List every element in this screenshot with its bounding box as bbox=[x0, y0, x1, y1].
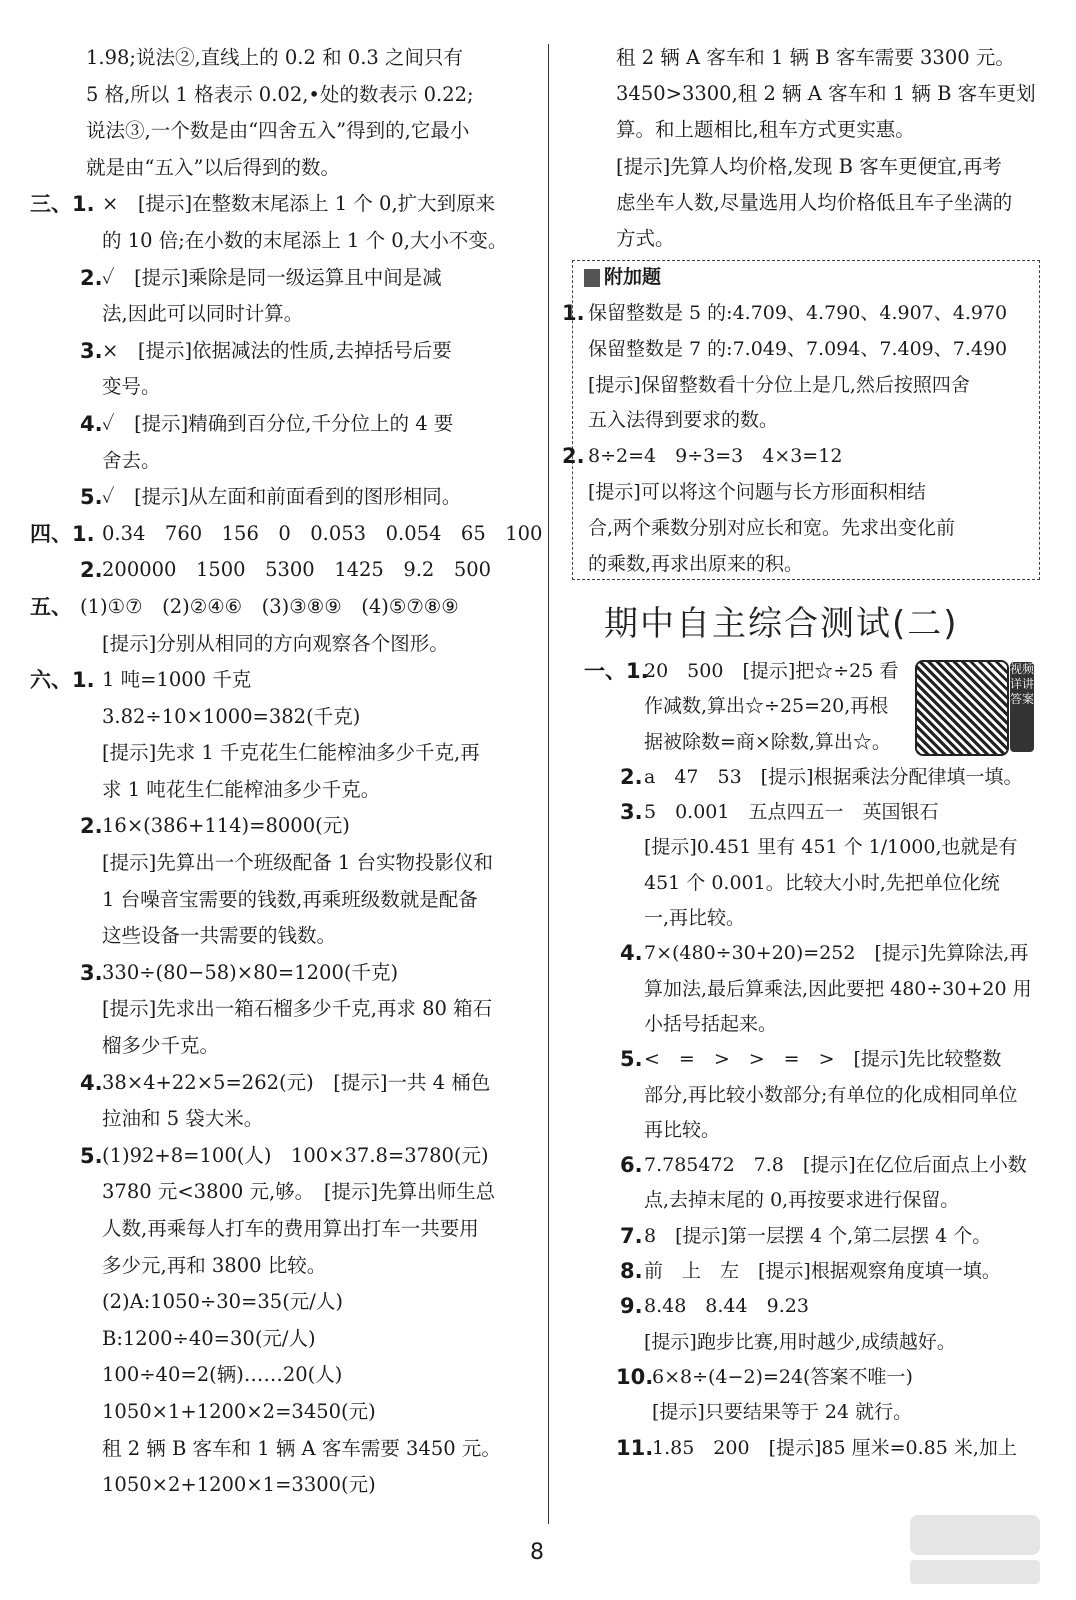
right-bottom-block bbox=[584, 654, 1042, 1466]
item-number: 一、1. bbox=[584, 659, 649, 683]
text-line bbox=[580, 76, 1040, 112]
line-text: [提示]只要结果等于 24 就行。 bbox=[652, 1401, 913, 1424]
text-line bbox=[584, 654, 1042, 689]
line-text: 一,再比较。 bbox=[644, 907, 746, 930]
line-text: ✓ [提示]精确到百分位,千分位上的 4 要 bbox=[102, 411, 454, 435]
item-number: 2. bbox=[620, 764, 643, 789]
flag-icon bbox=[584, 269, 600, 287]
text-line bbox=[58, 333, 538, 370]
line-text: 人数,再乘每人打车的费用算出打车一共要用 bbox=[102, 1217, 479, 1240]
line-text: 合,两个乘数分别对应长和宽。先求出变化前 bbox=[588, 516, 956, 539]
line-text: 330÷(80−58)×80=1200(千克) bbox=[102, 960, 399, 984]
line-text: 38×4+22×5=262(元) [提示]一共 4 桶色 bbox=[102, 1070, 491, 1094]
line-text: B:1200÷40=30(元/人) bbox=[102, 1326, 316, 1350]
item-number: 2. bbox=[80, 814, 103, 839]
line-text: 1.98;说法②,直线上的 0.2 和 0.3 之间只有 bbox=[86, 46, 464, 69]
line-text: 1050×2+1200×1=3300(元) bbox=[102, 1473, 376, 1497]
text-line bbox=[572, 403, 1032, 439]
text-line bbox=[58, 369, 538, 406]
text-line bbox=[612, 1042, 1042, 1077]
line-text: (1)92+8=100(人) 100×37.8=3780(元) bbox=[102, 1143, 489, 1167]
line-text: 3780 元<3800 元,够。 [提示]先算出师生总 bbox=[102, 1180, 496, 1204]
line-text: 1.85 200 [提示]85 厘米=0.85 米,加上 bbox=[652, 1436, 1017, 1459]
text-line bbox=[580, 40, 1040, 76]
page-number: 8 bbox=[530, 1540, 544, 1565]
item-number: 4. bbox=[620, 941, 643, 966]
text-line bbox=[58, 699, 538, 736]
text-line bbox=[612, 1431, 1042, 1466]
right-top-block bbox=[580, 40, 1040, 257]
text-line bbox=[572, 547, 1032, 583]
text-line bbox=[30, 589, 538, 626]
text-line bbox=[612, 1395, 1042, 1430]
text-line bbox=[58, 296, 538, 333]
line-text: 保留整数是 7 的:7.049、7.094、7.409、7.490 bbox=[588, 337, 1008, 360]
text-line bbox=[572, 332, 1032, 368]
line-text: 变号。 bbox=[102, 375, 161, 399]
line-text: 100÷40=2(辆)……20(人) bbox=[102, 1363, 343, 1387]
line-text: 租 2 辆 A 客车和 1 辆 B 客车需要 3300 元。 bbox=[616, 46, 1015, 69]
text-line bbox=[58, 845, 538, 882]
line-text: 5 0.001 五点四五一 英国银石 bbox=[644, 801, 939, 824]
item-number: 8. bbox=[620, 1259, 643, 1284]
text-line bbox=[612, 901, 1042, 936]
text-line bbox=[612, 795, 1042, 830]
text-line bbox=[58, 1467, 538, 1504]
line-text: 作减数,算出☆÷25=20,再根 bbox=[644, 695, 889, 718]
item-number: 三、1. bbox=[30, 192, 95, 217]
text-line bbox=[58, 1284, 538, 1321]
text-line bbox=[58, 1138, 538, 1175]
line-text: 451 个 0.001。比较大小时,先把单位化统 bbox=[644, 871, 1000, 894]
item-number: 四、1. bbox=[30, 521, 95, 546]
text-line bbox=[58, 1065, 538, 1102]
text-line bbox=[58, 1028, 538, 1065]
line-text: 保留整数是 5 的:4.709、4.790、4.907、4.970 bbox=[588, 302, 1008, 324]
item-number: 6. bbox=[620, 1153, 643, 1178]
text-line bbox=[58, 113, 538, 150]
text-line bbox=[612, 1219, 1042, 1254]
column-divider bbox=[548, 44, 549, 1524]
text-line bbox=[58, 772, 538, 809]
text-line bbox=[612, 1007, 1042, 1042]
item-number: 六、1. bbox=[30, 668, 95, 693]
item-number: 7. bbox=[620, 1223, 643, 1248]
text-line bbox=[612, 1360, 1042, 1395]
line-text: ✓ [提示]乘除是同一级运算且中间是减 bbox=[102, 265, 442, 289]
line-text: 舍去。 bbox=[102, 448, 161, 472]
line-text: [提示]先算人均价格,发现 B 客车更便宜,再考 bbox=[616, 154, 1002, 178]
text-line bbox=[58, 1101, 538, 1138]
text-line bbox=[58, 882, 538, 919]
text-line bbox=[58, 735, 538, 772]
text-line bbox=[58, 1174, 538, 1211]
line-text: 0.34 760 156 0 0.053 0.054 65 100 bbox=[102, 521, 543, 545]
text-line bbox=[612, 689, 1042, 724]
text-line bbox=[612, 1289, 1042, 1324]
text-line bbox=[612, 760, 1042, 795]
line-text: 6×8÷(4−2)=24(答案不唯一) bbox=[652, 1365, 913, 1388]
line-text: 8÷2=4 9÷3=3 4×3=12 bbox=[588, 445, 843, 468]
line-text: 拉油和 5 袋大米。 bbox=[102, 1107, 264, 1131]
text-line bbox=[580, 149, 1040, 185]
item-number: 9. bbox=[620, 1294, 643, 1319]
line-text: [提示]跑步比赛,用时越少,成绩越好。 bbox=[644, 1330, 956, 1353]
line-text: 8.48 8.44 9.23 bbox=[644, 1295, 809, 1318]
text-line bbox=[612, 1113, 1042, 1148]
line-text: 点,去掉末尾的 0,再按要求进行保留。 bbox=[644, 1189, 960, 1212]
line-text: 7×(480÷30+20)=252 [提示]先算除法,再 bbox=[644, 942, 1029, 965]
text-line bbox=[612, 1148, 1042, 1183]
line-text: a 47 53 [提示]根据乘法分配律填一填。 bbox=[644, 765, 1023, 788]
text-line bbox=[58, 1431, 538, 1468]
text-line bbox=[612, 830, 1042, 865]
right-column bbox=[580, 40, 1040, 257]
item-number: 2. bbox=[562, 444, 585, 469]
line-text: 小括号括起来。 bbox=[644, 1012, 778, 1035]
text-line bbox=[58, 1394, 538, 1431]
section-title: 期中自主综合测试(二) bbox=[604, 604, 959, 644]
line-text: 7.785472 7.8 [提示]在亿位后面点上小数 bbox=[644, 1154, 1027, 1177]
line-text: (2)A:1050÷30=35(元/人) bbox=[102, 1290, 343, 1314]
line-text: ✓ [提示]从左面和前面看到的图形相同。 bbox=[102, 485, 462, 509]
text-line bbox=[58, 443, 538, 480]
line-text: 多少元,再和 3800 比较。 bbox=[102, 1253, 327, 1277]
text-line bbox=[58, 260, 538, 297]
line-text: 1 吨=1000 千克 bbox=[102, 668, 252, 692]
text-line bbox=[612, 1254, 1042, 1289]
item-number: 5. bbox=[80, 485, 103, 510]
line-text: 1050×1+1200×2=3450(元) bbox=[102, 1399, 376, 1423]
text-line bbox=[58, 918, 538, 955]
item-number: 2. bbox=[80, 558, 103, 583]
line-text: 20 500 [提示]把☆÷25 看 bbox=[644, 660, 899, 682]
text-line bbox=[572, 475, 1032, 511]
text-line bbox=[612, 1078, 1042, 1113]
text-line bbox=[572, 368, 1032, 404]
text-line bbox=[30, 662, 538, 699]
line-text: 的乘数,再求出原来的积。 bbox=[588, 552, 804, 575]
text-line bbox=[30, 516, 543, 553]
item-number: 5. bbox=[80, 1143, 103, 1168]
text-line bbox=[580, 221, 1040, 257]
bonus-content bbox=[562, 296, 1032, 582]
text-line bbox=[612, 1325, 1042, 1360]
item-number: 10. bbox=[616, 1364, 654, 1389]
qr-label: 视频详讲答案 bbox=[1010, 662, 1034, 752]
text-line bbox=[58, 991, 538, 1028]
bonus-title: 附加题 bbox=[584, 262, 661, 292]
text-line bbox=[58, 150, 538, 187]
left-column bbox=[30, 40, 543, 1504]
line-text: 再比较。 bbox=[644, 1118, 721, 1141]
item-number: 2. bbox=[80, 265, 103, 290]
item-number: 3. bbox=[80, 960, 103, 985]
line-text: 算。和上题相比,租车方式更实惠。 bbox=[616, 118, 915, 142]
item-number: 11. bbox=[616, 1435, 654, 1460]
item-number: 3. bbox=[80, 338, 103, 363]
text-line bbox=[580, 185, 1040, 221]
text-line bbox=[612, 725, 1042, 760]
line-text: 1 台噪音宝需要的钱数,再乘班级数就是配备 bbox=[102, 887, 478, 911]
line-text: 3.82÷10×1000=382(千克) bbox=[102, 704, 361, 728]
line-text: × [提示]在整数末尾添上 1 个 0,扩大到原来 bbox=[102, 192, 496, 216]
line-text: 算加法,最后算乘法,因此要把 480÷30+20 用 bbox=[644, 977, 1032, 1000]
text-line bbox=[580, 112, 1040, 148]
text-line bbox=[58, 1211, 538, 1248]
text-line bbox=[58, 808, 538, 845]
line-text: [提示]分别从相同的方向观察各个图形。 bbox=[102, 631, 449, 655]
item-number: 5. bbox=[620, 1047, 643, 1072]
text-line bbox=[58, 552, 538, 589]
text-line bbox=[562, 439, 1032, 475]
line-text: [提示]0.451 里有 451 个 1/1000,也就是有 bbox=[644, 836, 1018, 859]
line-text: [提示]先求 1 千克花生仁能榨油多少千克,再 bbox=[102, 741, 480, 765]
line-text: 说法③,一个数是由“四舍五入”得到的,它最小 bbox=[86, 119, 470, 143]
line-text: 就是由“五入”以后得到的数。 bbox=[86, 155, 340, 179]
line-text: 16×(386+114)=8000(元) bbox=[102, 814, 350, 838]
line-text: 这些设备一共需要的钱数。 bbox=[102, 924, 337, 948]
text-line bbox=[572, 511, 1032, 547]
text-line bbox=[58, 626, 538, 663]
line-text: [提示]先求出一箱石榴多少千克,再求 80 箱石 bbox=[102, 997, 493, 1021]
text-line bbox=[58, 1357, 538, 1394]
text-line bbox=[58, 1248, 538, 1285]
line-text: 榴多少千克。 bbox=[102, 1034, 220, 1058]
text-line bbox=[562, 296, 1032, 332]
item-number: 4. bbox=[80, 1070, 103, 1095]
watermark-logo bbox=[900, 1510, 1050, 1590]
line-text: 3450>3300,租 2 辆 A 客车和 1 辆 B 客车更划 bbox=[616, 82, 1036, 106]
line-text: < = > > = > [提示]先比较整数 bbox=[644, 1048, 1002, 1071]
line-text: 五入法得到要求的数。 bbox=[588, 409, 779, 432]
line-text: 法,因此可以同时计算。 bbox=[102, 302, 304, 326]
text-line bbox=[58, 77, 538, 114]
line-text: 据被除数=商×除数,算出☆。 bbox=[644, 730, 891, 753]
line-text: 5 格,所以 1 格表示 0.02,•处的数表示 0.22; bbox=[86, 82, 474, 106]
line-text: (1)①⑦ (2)②④⑥ (3)③⑧⑨ (4)⑤⑦⑧⑨ bbox=[80, 594, 459, 618]
item-number: 3. bbox=[620, 800, 643, 825]
line-text: [提示]可以将这个问题与长方形面积相结 bbox=[588, 480, 926, 503]
line-text: 求 1 吨花生仁能榨油多少千克。 bbox=[102, 777, 381, 801]
text-line bbox=[612, 936, 1042, 971]
text-line bbox=[30, 186, 538, 223]
line-text: 8 [提示]第一层摆 4 个,第二层摆 4 个。 bbox=[644, 1224, 992, 1247]
text-line bbox=[58, 406, 538, 443]
line-text: × [提示]依据减法的性质,去掉括号后要 bbox=[102, 338, 452, 362]
line-text: 租 2 辆 B 客车和 1 辆 A 客车需要 3450 元。 bbox=[102, 1436, 501, 1460]
text-line bbox=[58, 1321, 538, 1358]
item-number: 4. bbox=[80, 411, 103, 436]
text-line bbox=[612, 1183, 1042, 1218]
line-text: 方式。 bbox=[616, 226, 675, 250]
line-text: [提示]保留整数看十分位上是几,然后按照四舍 bbox=[588, 373, 970, 396]
item-number: 五、 bbox=[30, 594, 72, 619]
item-number: 1. bbox=[562, 301, 585, 325]
line-text: 前 上 左 [提示]根据观察角度填一填。 bbox=[644, 1260, 1001, 1283]
text-line bbox=[612, 866, 1042, 901]
text-line bbox=[58, 479, 538, 516]
line-text: 的 10 倍;在小数的末尾添上 1 个 0,大小不变。 bbox=[102, 228, 508, 252]
line-text: 部分,再比较小数部分;有单位的化成相同单位 bbox=[644, 1083, 1018, 1106]
line-text: [提示]先算出一个班级配备 1 台实物投影仪和 bbox=[102, 851, 494, 875]
text-line bbox=[58, 955, 538, 992]
text-line bbox=[58, 40, 538, 77]
text-line bbox=[58, 223, 538, 260]
line-text: 虑坐车人数,尽量选用人均价格低且车子坐满的 bbox=[616, 190, 1013, 214]
line-text: 200000 1500 5300 1425 9.2 500 bbox=[102, 558, 492, 582]
text-line bbox=[612, 972, 1042, 1007]
